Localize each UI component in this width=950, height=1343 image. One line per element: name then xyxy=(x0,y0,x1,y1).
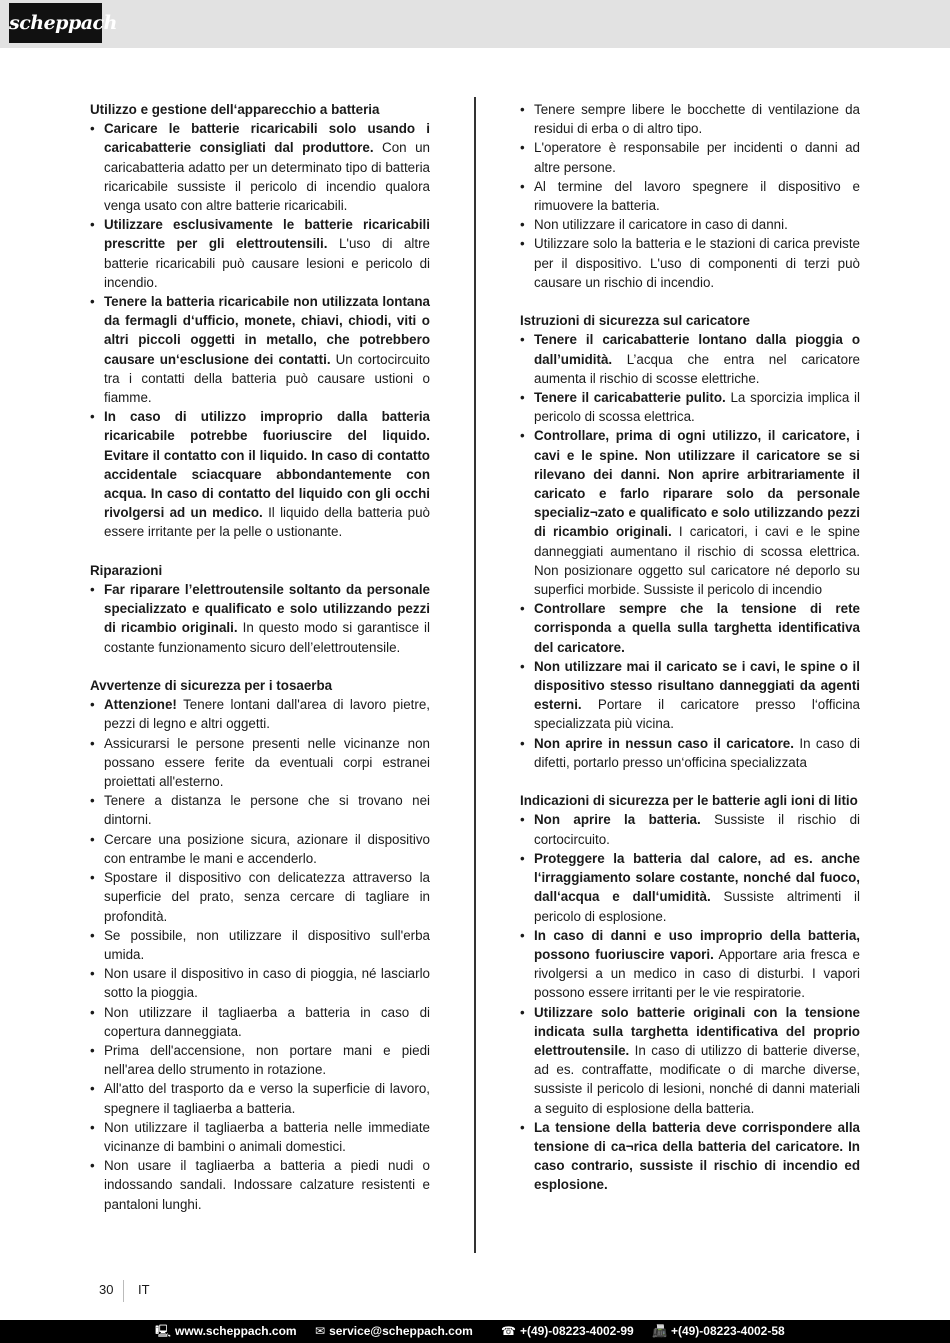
list-item xyxy=(90,868,430,926)
list-item xyxy=(90,1079,430,1117)
item-text: La sporcizia implica il pericolo di scossa elettrica. xyxy=(534,390,860,425)
list-item xyxy=(520,234,860,292)
section-title: Indicazioni di sicurezza per le batterie agli ioni di litio xyxy=(520,793,858,809)
bullet-list xyxy=(520,330,860,772)
list-item xyxy=(90,1041,430,1079)
item-emphasis: Far riparare l’elettroutensile soltanto da personale specializzato e qualificato e solo utilizzando pezzi di ricambio originali. xyxy=(104,582,430,636)
section-lawnmower-warnings xyxy=(90,676,430,1214)
item-text: Cercare una posizione sicura, azionare il dispositivo con entrambe le mani e accenderlo. xyxy=(104,831,430,866)
mail-icon: ✉ xyxy=(315,1324,326,1338)
language-code: IT xyxy=(138,1282,150,1297)
phone-number: +(49)-08223-4002-99 xyxy=(519,1324,634,1338)
list-item xyxy=(90,926,430,964)
page-number: 30 xyxy=(99,1282,114,1297)
item-text: Non usare il dispositivo in caso di pioggia, né lasciarlo sotto la pioggia. xyxy=(104,966,430,1001)
item-text: Non usare il tagliaerba a batteria a piedi nudi o indossando sandali. Indossare calzature resistenti e pantaloni lunghi. xyxy=(104,1158,430,1212)
item-text: Prima dell'accensione, non portare mani e piedi nell'area dello strumento in rotazione. xyxy=(104,1042,430,1078)
item-emphasis: Tenere il caricabatterie pulito. xyxy=(534,390,726,406)
list-item xyxy=(90,1118,430,1156)
item-emphasis: Tenere la batteria ricaricabile non utilizzata lontana da fermagli d‘ufficio, monete, chiavi, chiodi, viti o altri piccoli oggetti in metallo, che potrebbero causare un‘esclusione dei contatti. xyxy=(104,294,430,367)
item-text: Non utilizzare il caricatore in caso di danni. xyxy=(534,217,788,233)
list-item xyxy=(90,964,430,1002)
item-text: Non utilizzare il tagliaerba a batteria nelle immediate vicinanze di bambini o animali domestici. xyxy=(104,1119,430,1154)
item-text: In caso di difetti, portarlo presso un‘officina specializzata xyxy=(534,735,860,770)
item-text: Al termine del lavoro spegnere il dispositivo e rimuovere la batteria. xyxy=(534,178,860,214)
item-emphasis: Utilizzare esclusivamente le batterie ricaricabili prescritte per gli elettroutensili. xyxy=(104,217,430,252)
list-item xyxy=(90,1156,430,1214)
bullet-list xyxy=(520,100,860,292)
section-lithium-battery-safety xyxy=(520,791,860,1194)
item-text: Tenere sempre libere le bocchette di ventilazione da residui di erba o di altro tipo. xyxy=(534,102,860,137)
item-text: Utilizzare solo la batteria e le stazioni di carica previste per il dispositivo. L'uso di componenti di terzi può causare un rischio di incendio. xyxy=(534,236,860,290)
item-emphasis: In caso di danni e uso improprio della batteria, possono fuoriuscire vapori. xyxy=(534,927,860,962)
item-text: L’acqua che entra nel caricatore aumenta il rischio di scosse elettriche. xyxy=(534,351,860,386)
section-title: Istruzioni di sicurezza sul caricatore xyxy=(520,313,750,329)
list-item xyxy=(90,830,430,868)
item-text: L'operatore è responsabile per incidenti o danni ad altre persone. xyxy=(534,140,860,175)
bullet-list xyxy=(90,695,430,1213)
right-column xyxy=(520,100,860,1214)
list-item xyxy=(520,138,860,176)
item-emphasis: Proteggere la batteria dal calore, ad es. anche l‘irraggiamento solare costante, nonché dal fuoco, dall‘acqua e dall‘umidità. xyxy=(534,850,860,905)
list-item xyxy=(520,330,860,388)
item-text: In caso di utilizzo di batterie diverse, ad es. contraffatte, modificate o di marche diverse, sussiste il pericolo di lesioni, nonché di danni materiali a seguito di esplosione della batteria. xyxy=(534,1042,860,1116)
list-item xyxy=(520,926,860,1003)
item-emphasis: Attenzione! xyxy=(104,697,177,713)
list-item xyxy=(90,292,430,407)
header-bar xyxy=(0,0,950,48)
item-text: Sussiste il rischio di cortocircuito. xyxy=(534,812,860,847)
list-item xyxy=(90,791,430,829)
section-charger-safety xyxy=(520,311,860,772)
item-text: Un cortocircuito tra i contatti della batteria può causare ustioni o fiamme. xyxy=(104,351,430,406)
item-emphasis: Caricare le batterie ricaricabili solo usando i caricabatterie consigliati dal produttore. xyxy=(104,121,430,156)
list-item xyxy=(90,215,430,292)
list-item xyxy=(520,657,860,734)
item-text: Se possibile, non utilizzare il dispositivo sull'erba umida. xyxy=(104,927,430,962)
item-text: In questo modo si garantisce il costante funzionamento sicuro dell’elettroutensile. xyxy=(104,620,431,655)
left-column xyxy=(90,100,430,1233)
computer-icon: 🖳 xyxy=(155,1324,172,1338)
list-item xyxy=(90,407,430,541)
section-repairs xyxy=(90,561,430,657)
section-title: Utilizzo e gestione dell‘apparecchio a batteria xyxy=(90,102,380,117)
item-text: Con un caricabatteria adatto per un determinato tipo di batteria ricaricabile sussiste il pericolo di incendio qualora venga usato con altre batterie ricaricabili. xyxy=(104,140,430,214)
item-text: Sussiste altrimenti il pericolo di esplosione. xyxy=(534,889,860,924)
list-item xyxy=(520,810,860,848)
item-text: Non utilizzare il tagliaerba a batteria in caso di copertura danneggiata. xyxy=(104,1004,430,1039)
list-item xyxy=(520,599,860,657)
item-text: Portare il caricatore presso l‘officina specializzata più vicina. xyxy=(534,697,860,732)
item-emphasis: Non aprire in nessun caso il caricatore. xyxy=(534,735,794,751)
footer-separator xyxy=(123,1280,124,1302)
item-text: L'uso di altre batterie ricaricabili può causare lesioni e pericolo di incendio. xyxy=(104,236,430,290)
list-item xyxy=(520,388,860,426)
list-item xyxy=(520,1118,860,1195)
list-item xyxy=(90,734,430,792)
fax-contact xyxy=(652,1320,785,1343)
item-text: Assicurarsi le persone presenti nelle vicinanze non possano essere ferite da eventuali corpi estranei proiettati all'esterno. xyxy=(104,735,430,790)
bullet-list xyxy=(90,580,430,657)
section-title: Riparazioni xyxy=(90,562,163,578)
item-emphasis: Controllare, prima di ogni utilizzo, il caricatore, i cavi e le spine. Non utilizzare il caricatore se si rilevano dei danni. Non aprire arbitrariamente il caricato e farlo riparare solo da personale specializ¬zato e qualificato e solo utilizzando pezzi di ricambio originali. xyxy=(534,428,860,540)
item-emphasis: Non aprire la batteria. xyxy=(534,812,701,828)
fax-icon: 📠 xyxy=(652,1324,667,1338)
list-item xyxy=(90,580,430,657)
list-item xyxy=(90,1003,430,1041)
list-item xyxy=(520,849,860,926)
list-item xyxy=(520,426,860,599)
column-divider xyxy=(474,97,476,1253)
section-title: Avvertenze di sicurezza per i tosaerba xyxy=(90,678,333,694)
item-text: Tenere a distanza le persone che si trovano nei dintorni. xyxy=(104,793,430,828)
contact-bar xyxy=(0,1320,950,1343)
list-item xyxy=(90,119,430,215)
fax-number: +(49)-08223-4002-58 xyxy=(670,1324,785,1338)
item-text: I caricatori, i cavi e le spine danneggiati aumentano il rischio di scossa elettrica. Non posizionare oggetto sul caricatore né deporlo su superfici morbide. Sussiste il pericolo di incendio xyxy=(534,524,860,598)
item-emphasis: Non utilizzare mai il caricato se i cavi, le spine o il dispositivo stesso risultano danneggiati da agenti esterni. xyxy=(534,658,860,713)
phone-icon: ☎ xyxy=(501,1324,516,1338)
list-item xyxy=(90,695,430,733)
website-link[interactable]: www.scheppach.com xyxy=(175,1324,297,1338)
website-contact[interactable] xyxy=(155,1320,297,1343)
item-emphasis: In caso di utilizzo improprio dalla batteria ricaricabile potrebbe fuoriuscire del liquido. Evitare il contatto con il liquido. In caso di contatto accidentale sciacquare abbondantemente con acqua. In caso di contatto del liquido con gli occhi rivolgersi ad un medico. xyxy=(104,409,430,521)
brand-logo: scheppach xyxy=(9,3,102,43)
email-contact[interactable] xyxy=(315,1320,473,1343)
bullet-list xyxy=(90,119,430,541)
list-item xyxy=(520,177,860,215)
section-general-continued xyxy=(520,100,860,292)
list-item xyxy=(520,215,860,234)
item-emphasis: Utilizzare solo batterie originali con la tensione indicata sulla targhetta identificativa del proprio elettroutensile. xyxy=(534,1004,860,1058)
item-text: Apportare aria fresca e rivolgersi a un medico in caso di disturbi. I vapori possono essere irritanti per le vie respiratorie. xyxy=(534,946,860,1001)
bullet-list xyxy=(520,810,860,1194)
item-text: All'atto del trasporto da e verso la superficie di lavoro, spegnere il tagliaerba a batteria. xyxy=(104,1081,430,1116)
item-text: Il liquido della batteria può essere irritante per la pelle o ustionante. xyxy=(104,505,430,540)
item-text: Spostare il dispositivo con delicatezza attraverso la superficie del prato, senza cercare di tagliare in profondità. xyxy=(104,870,430,924)
item-text: Tenere lontani dall'area di lavoro pietre, pezzi di legno e altri oggetti. xyxy=(104,697,430,732)
section-battery-use xyxy=(90,100,430,542)
email-link[interactable]: service@scheppach.com xyxy=(329,1324,473,1338)
item-emphasis: La tensione della batteria deve corrispondere alla tensione di ca¬rica della batteria del caricatore. In caso contrario, sussiste il rischio di incendio ed esplosione. xyxy=(534,1119,860,1193)
list-item xyxy=(520,734,860,772)
item-emphasis: Controllare sempre che la tensione di rete corrisponda a quella sulla targhetta identificativa del caricatore. xyxy=(534,601,860,655)
item-emphasis: Tenere il caricabatterie lontano dalla pioggia o dall’umidità. xyxy=(534,332,860,367)
phone-contact xyxy=(501,1320,634,1343)
list-item xyxy=(520,100,860,138)
list-item xyxy=(520,1003,860,1118)
